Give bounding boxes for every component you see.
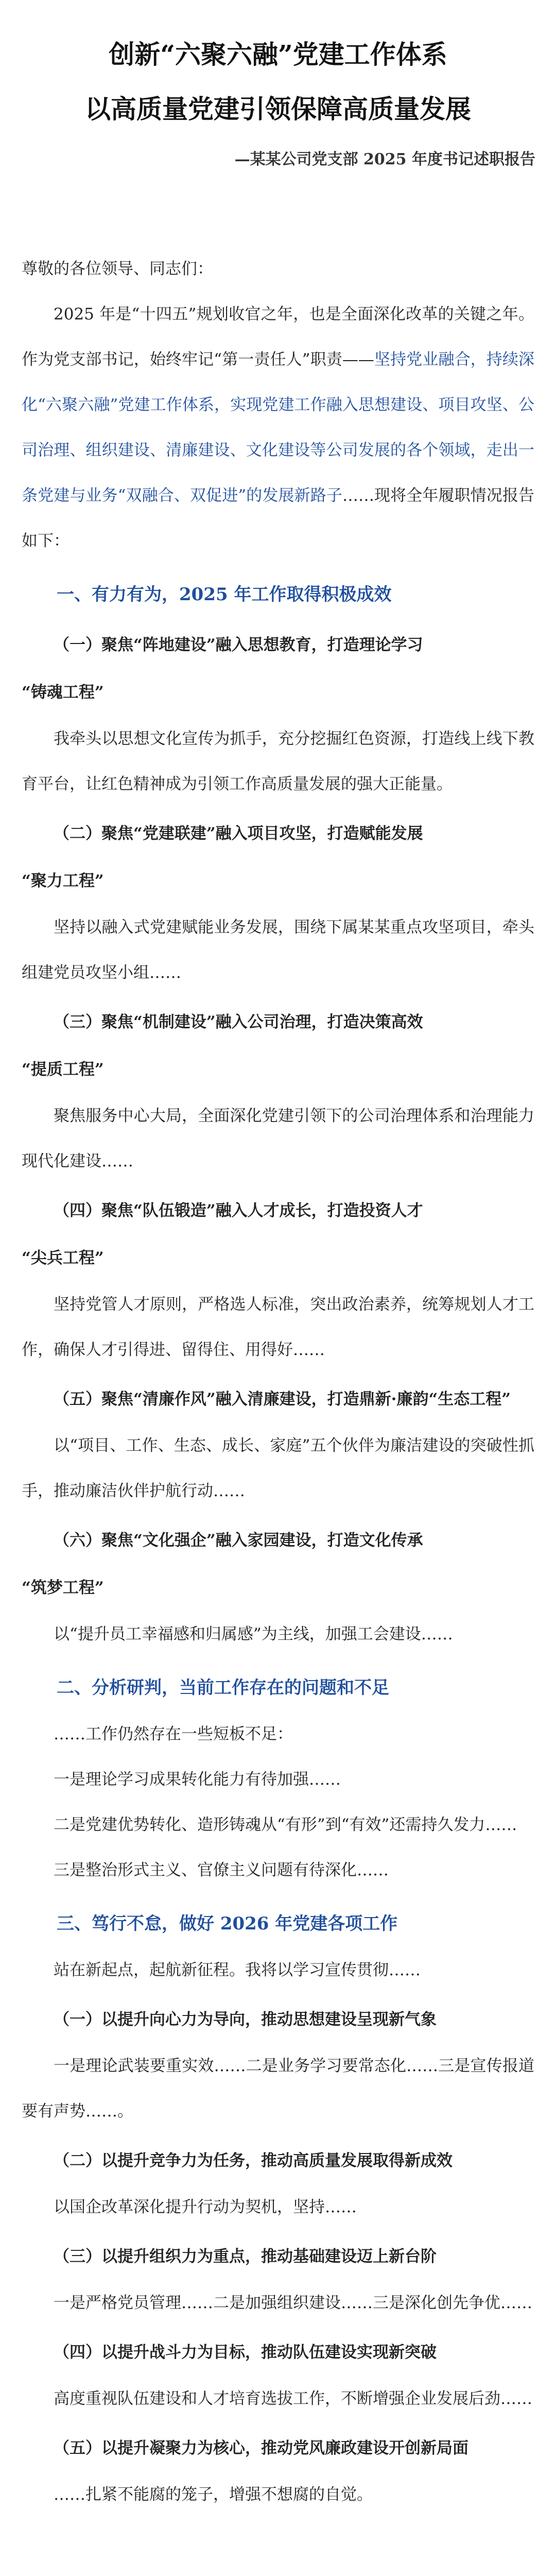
- section1-item2-title-cont: “聚力工程”: [22, 872, 104, 890]
- section1-item1-title-cont: “铸魂工程”: [22, 683, 104, 702]
- section3-item2-body: 以国企改革深化提升行动为契机，坚持……: [54, 2198, 357, 2216]
- section1-item5-title: （五）聚焦“清廉作风”融入清廉建设，打造鼎新·廉韵“生态工程”: [54, 1390, 511, 1409]
- section1-item6-title: [22, 1517, 534, 1612]
- greeting: 尊敬的各位领导、同志们：: [22, 260, 213, 278]
- section1-heading: 一、有力有为，2025 年工作取得积极成效: [57, 584, 392, 605]
- section1-item2-title-text: （二）聚焦“党建联建”融入项目攻坚，打造赋能发展: [54, 824, 423, 843]
- section1-item4-body: 坚持党管人才原则，严格选人标准，突出政治素养，统筹规划人才工作，确保人才引得进、留得住、用得好……: [22, 1295, 534, 1359]
- section3-item3-title: （三）以提升组织力为重点，推动基础建设迈上新台阶: [54, 2247, 437, 2266]
- section1-item1-title: [22, 621, 534, 716]
- section1-item6-title-text: （六）聚焦“文化强企”融入家园建设，打造文化传承: [54, 1531, 423, 1550]
- section2-line4: 三是整治形式主义、官僚主义问题有待深化……: [54, 1861, 389, 1879]
- section1-item2-body: 坚持以融入式党建赋能业务发展，围绕下属某某重点攻坚项目，牵头组建党员攻坚小组……: [22, 918, 534, 982]
- section3-item5-title: （五）以提升凝聚力为核心，推动党风廉政建设开创新局面: [54, 2439, 468, 2458]
- closing-spacer: [22, 2517, 534, 2574]
- section3-item1-body: 一是理论武装要重实效……二是业务学习要常态化……三是宣传报道要有声势……。: [22, 2057, 534, 2121]
- section1-item6-body: 以“提升员工幸福感和归属感”为主线，加强工会建设……: [54, 1625, 453, 1643]
- intro-highlight: 坚持党业融合，持续深化“六聚六融”党建工作体系，实现党建工作融入思想建设、项目攻坚、公司治理、组织建设、清廉建设、文化建设等公司发展的各个领域，走出一条党建与业务“双融合、双促进”的发展新路子: [22, 350, 535, 505]
- section2-heading: 二、分析研判，当前工作存在的问题和不足: [57, 1677, 389, 1698]
- section1-item3-title: [22, 998, 534, 1093]
- section1-item4-title-cont: “尖兵工程”: [22, 1249, 104, 1267]
- section1-item1-title-text: （一）聚焦“阵地建设”融入思想教育，打造理论学习: [54, 636, 423, 654]
- section1-item3-title-cont: “提质工程”: [22, 1060, 104, 1079]
- section1-item3-title-text: （三）聚焦“机制建设”融入公司治理，打造决策高效: [54, 1013, 423, 1031]
- section1-item5-body: 以“项目、工作、生态、成长、家庭”五个伙伴为廉洁建设的突破性抓手，推动廉洁伙伴护航行动……: [22, 1436, 534, 1500]
- section1-item6-title-cont: “筑梦工程”: [22, 1579, 104, 1597]
- intro-paragraph: [22, 292, 534, 564]
- section3-item4-title: （四）以提升战斗力为目标，推动队伍建设实现新突破: [54, 2343, 437, 2362]
- intro-tail: ……现将全年履职情况报告如下：: [22, 486, 535, 550]
- closing-paragraph: [22, 2574, 534, 2576]
- intro-text: 2025 年是“十四五”规划收官之年，也是全面深化改革的关键之年。作为党支部书记，始终牢记“第一责任人”职责——: [22, 305, 534, 369]
- section3-item2-title: （二）以提升竞争力为任务，推动高质量发展取得新成效: [54, 2151, 453, 2170]
- section3-item5-body: ……扎紧不能腐的笼子，增强不想腐的自觉。: [54, 2485, 373, 2504]
- section3-item1-title: （一）以提升向心力为导向，推动思想建设呈现新气象: [54, 2010, 437, 2029]
- section1-item4-title-text: （四）聚焦“队伍锻造”融入人才成长，打造投资人才: [54, 1201, 423, 1220]
- report-title-line2: 以高质量党建引领保障高质量发展: [85, 94, 471, 124]
- section3-intro: 站在新起点，起航新征程。我将以学习宣传贯彻……: [54, 1961, 421, 1979]
- report-subtitle: —某某公司党支部 2025 年度书记述职报告: [234, 150, 535, 168]
- section3-heading: 三、笃行不怠，做好 2026 年党建各项工作: [57, 1913, 398, 1934]
- section1-item3-body: 聚焦服务中心大局，全面深化党建引领下的公司治理体系和治理能力现代化建设……: [22, 1107, 534, 1171]
- section3-item4-body: 高度重视队伍建设和人才培育选拔工作，不断增强企业发展后劲……: [54, 2389, 532, 2408]
- section3-item3-body: 一是严格党员管理……二是加强组织建设……三是深化创先争优……: [54, 2294, 532, 2312]
- report-body: [0, 246, 556, 2576]
- section1-item1-body: 我牵头以思想文化宣传为抓手，充分挖掘红色资源，打造线上线下教育平台，让红色精神成为引领工作高质量发展的强大正能量。: [22, 730, 534, 793]
- section1-item2-title: [22, 810, 534, 905]
- section2-line2: 一是理论学习成果转化能力有待加强……: [54, 1770, 341, 1789]
- section1-item4-title: [22, 1187, 534, 1282]
- report-title-line1: 创新“六聚六融”党建工作体系: [109, 39, 447, 70]
- section2-line3: 二是党建优势转化、造形铸魂从“有形”到“有效”还需持久发力……: [54, 1816, 517, 1834]
- section2-line1: ……工作仍然存在一些短板不足：: [54, 1725, 293, 1743]
